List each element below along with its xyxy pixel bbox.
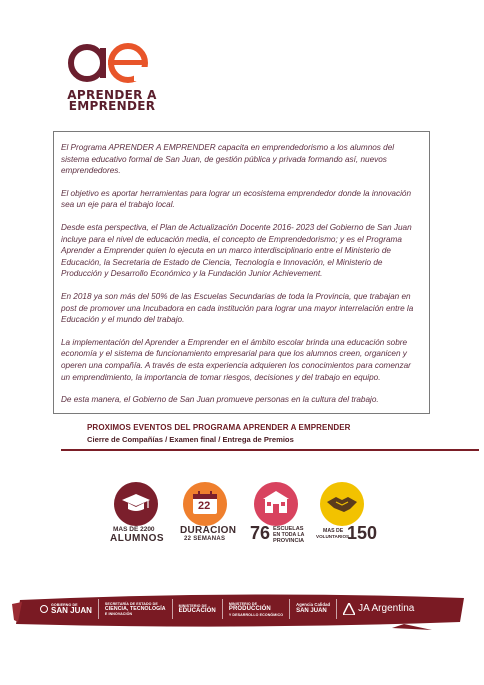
stat-alumnos-small: MAS DE 2200	[113, 526, 155, 533]
stat-voluntarios-small2: VOLUNTARIOS	[316, 534, 350, 539]
events-divider	[61, 449, 479, 451]
school-icon	[261, 491, 291, 515]
sponsors-banner	[12, 592, 468, 626]
paragraph-perspective: Desde esta perspectiva, el Plan de Actualización Docente 2016- 2023 del Gobierno de San Juan incluye para el nivel de educación media, el concepto de Emprendedorismo; y es el Programa Aprender a Emprender quien lo ejecuta en un marco interdisciplinario entre el Ministerio de Educación, la Secretaria de Estado de Ciencia, Tecnología e Innovación, el Ministerio de Producción y Desarrollo Económico y la Fundación Junior Achievement.	[61, 222, 412, 279]
stat-alumnos-big: ALUMNOS	[110, 533, 165, 544]
events-subtitle: Cierre de Compañías / Examen final / Entrega de Premios	[87, 435, 294, 444]
sponsor-ministerio-produccion	[223, 599, 290, 619]
logo-line1: APRENDER A	[67, 88, 157, 102]
ja-argentina-icon	[343, 603, 355, 615]
events-title: PROXIMOS EVENTOS DEL PROGRAMA APRENDER A EMPRENDER	[87, 423, 351, 432]
stat-escuelas	[250, 482, 312, 544]
cal-big: SAN JUAN	[296, 608, 327, 614]
paragraph-intro: El Programa APRENDER A EMPRENDER capacita en emprendedorismo a los alumnos del sistema educativo formal de San Juan, de gestión pública y privada formando así, nuevos emprendedores.	[61, 143, 395, 176]
cal-small: Agencia Calidad	[296, 602, 331, 607]
stat-voluntarios	[316, 482, 378, 544]
sec-line1: SECRETARÍA DE ESTADO DE	[104, 602, 158, 606]
sponsor-ja-argentina	[337, 599, 420, 619]
gov-big: SAN JUAN	[51, 606, 92, 615]
ae-logo-mark	[64, 40, 156, 86]
stat-voluntarios-small1: MAS DE	[323, 528, 344, 534]
paragraph-objective: El objetivo es aportar herramientas para lograr un ecosistema emprendedor donde la innovación sea un eje para el trabajo local.	[61, 188, 411, 210]
stat-escuelas-small2: EN TODA LA	[273, 532, 305, 538]
edu-big: EDUCACIÓN	[178, 607, 216, 614]
graduation-cap-icon	[121, 492, 151, 514]
stat-escuelas-small1: ESCUELAS	[273, 526, 304, 532]
handshake-icon	[326, 494, 358, 514]
paragraph-2018: En 2018 ya son más del 50% de las Escuelas Secundarias de toda la Provincia, que trabajan en post de promover una Incubadora en cada institución para lograr una mayor interrelación entre la Educación y el mundo del trabajo.	[61, 291, 414, 325]
ja-label: JA Argentina	[358, 603, 415, 614]
logo-wordmark	[62, 90, 162, 112]
sponsor-logos	[34, 596, 458, 622]
stat-duracion-small: 22 SEMANAS	[184, 536, 226, 542]
prod-big: PRODUCCIÓN	[228, 605, 271, 612]
stat-voluntarios-number: 150	[347, 523, 378, 543]
sponsor-ministerio-educacion	[173, 599, 223, 619]
stat-escuelas-small3: PROVINCIA	[273, 538, 305, 544]
sponsor-gobierno-san-juan	[34, 599, 99, 619]
paragraph-closing: De esta manera, el Gobierno de San Juan promueve personas en la cultura del trabajo.	[61, 395, 379, 405]
sec-line2: CIENCIA, TECNOLOGÍA	[104, 606, 166, 612]
logo-line2: EMPRENDER	[68, 99, 156, 113]
prod-small: MINISTERIO DE	[228, 601, 258, 606]
stat-escuelas-number: 76	[250, 523, 271, 543]
stat-duracion	[180, 482, 240, 544]
prod-sub: Y DESARROLLO ECONÓMICO	[228, 612, 284, 617]
paragraph-implementation: La implementación del Aprender a Emprender en el ámbito escolar brinda una educación sobre economía y el sistema de funcionamiento empresarial para que los alumnos creen, organicen y operen una compañía. A través de esta experiencia adquieren los conocimientos para comenzar un emprendimiento, la importancia de tomar riesgos, decisiones y del trabajo en equipo.	[61, 337, 411, 382]
sponsor-secretaria-ciencia	[99, 599, 173, 619]
aprender-a-emprender-logo	[62, 40, 158, 112]
stat-duracion-badge: 22	[198, 500, 211, 512]
stat-alumnos	[108, 482, 168, 544]
gov-small: GOBIERNO DE	[51, 603, 78, 607]
gobierno-sun-icon	[40, 605, 48, 613]
stat-duracion-big: DURACION	[180, 525, 237, 536]
edu-small: MINISTERIO DE	[178, 603, 207, 608]
program-description-box	[53, 131, 430, 414]
sec-line3: E INNOVACIÓN	[104, 612, 133, 616]
sponsor-agencia-calidad	[290, 599, 337, 619]
